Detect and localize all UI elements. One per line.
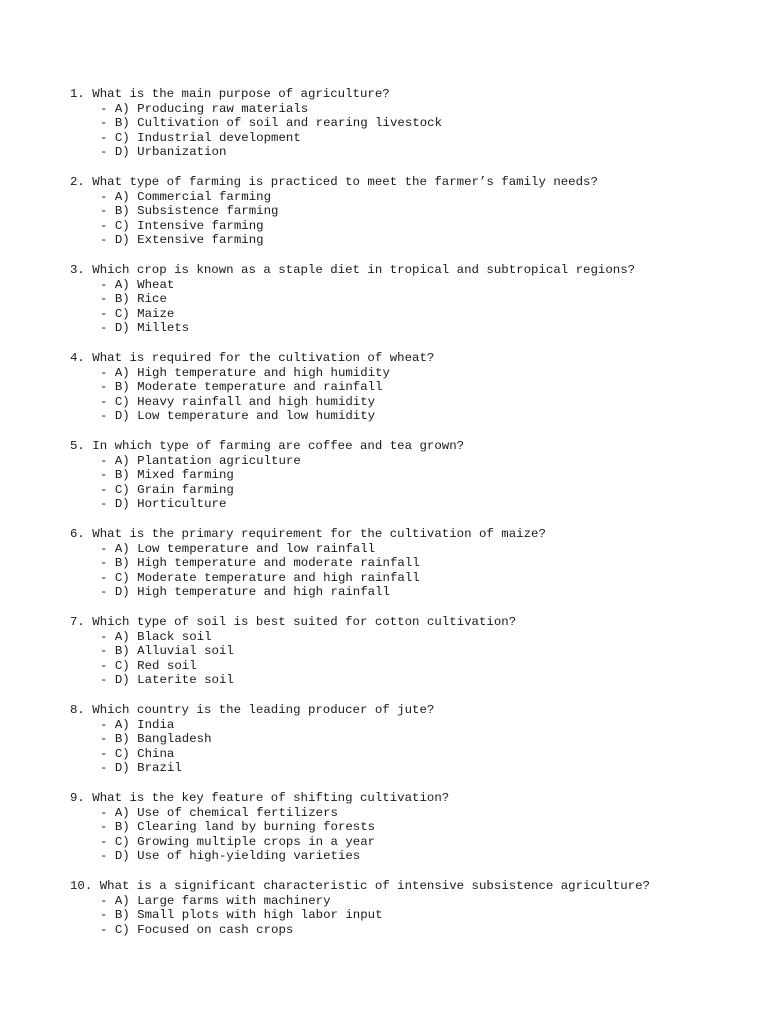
question-10 [70, 879, 750, 937]
question-text: 10. What is a significant characteristic of intensive subsistence agriculture? [70, 879, 650, 893]
answer-option-c: - C) Maize [100, 306, 175, 321]
question-6 [70, 527, 750, 600]
answer-option-b: - B) Small plots with high labor input [100, 908, 383, 923]
answer-option-b: - B) Mixed farming [100, 468, 234, 483]
question-8 [70, 703, 750, 776]
question-1 [70, 87, 750, 160]
answer-option-c: - C) Industrial development [100, 130, 301, 145]
answer-option-b: - B) Clearing land by burning forests [100, 820, 376, 835]
question-4 [70, 351, 750, 424]
answer-option-c: - C) Heavy rainfall and high humidity [100, 394, 376, 409]
question-text: 7. Which type of soil is best suited for cotton cultivation? [70, 615, 517, 629]
answer-option-d: - D) Extensive farming [100, 233, 264, 248]
question-text: 8. Which country is the leading producer of jute? [70, 703, 435, 717]
answer-option-d: - D) Urbanization [100, 145, 227, 160]
answer-option-b: - B) Cultivation of soil and rearing livestock [100, 116, 443, 131]
question-text: 6. What is the primary requirement for the cultivation of maize? [70, 527, 546, 541]
answer-option-c: - C) Focused on cash crops [100, 922, 294, 937]
answer-option-c: - C) Growing multiple crops in a year [100, 834, 376, 849]
answer-option-d: - D) High temperature and high rainfall [100, 585, 390, 600]
answer-option-d: - D) Horticulture [100, 497, 227, 512]
question-2 [70, 175, 750, 248]
answer-option-c: - C) Intensive farming [100, 218, 264, 233]
answer-option-a: - A) Use of chemical fertilizers [100, 805, 338, 820]
answer-option-a: - A) Low temperature and low rainfall [100, 541, 376, 556]
answer-option-b: - B) High temperature and moderate rainfall [100, 556, 420, 571]
answer-option-a: - A) High temperature and high humidity [100, 365, 390, 380]
answer-option-a: - A) Producing raw materials [100, 101, 309, 116]
answer-option-d: - D) Low temperature and low humidity [100, 409, 376, 424]
question-3 [70, 263, 750, 336]
answer-option-a: - A) Plantation agriculture [100, 453, 301, 468]
answer-option-a: - A) Wheat [100, 277, 175, 292]
question-text: 9. What is the key feature of shifting cultivation? [70, 791, 450, 805]
answer-option-c: - C) Grain farming [100, 482, 234, 497]
question-text: 2. What type of farming is practiced to meet the farmer’s family needs? [70, 175, 598, 189]
answer-option-d: - D) Laterite soil [100, 673, 234, 688]
answer-option-a: - A) Commercial farming [100, 189, 272, 204]
question-text: 1. What is the main purpose of agriculture? [70, 87, 390, 101]
answer-option-b: - B) Alluvial soil [100, 644, 234, 659]
answer-option-b: - B) Moderate temperature and rainfall [100, 380, 383, 395]
question-text: 4. What is required for the cultivation of wheat? [70, 351, 435, 365]
answer-option-d: - D) Brazil [100, 761, 182, 776]
answer-option-d: - D) Millets [100, 321, 190, 336]
answer-option-a: - A) Large farms with machinery [100, 893, 331, 908]
question-5 [70, 439, 750, 512]
answer-option-b: - B) Subsistence farming [100, 204, 279, 219]
question-text: 5. In which type of farming are coffee and tea grown? [70, 439, 465, 453]
answer-option-a: - A) Black soil [100, 629, 212, 644]
answer-option-b: - B) Rice [100, 292, 167, 307]
question-text: 3. Which crop is known as a staple diet in tropical and subtropical regions? [70, 263, 636, 277]
answer-option-c: - C) Moderate temperature and high rainfall [100, 570, 420, 585]
answer-option-b: - B) Bangladesh [100, 732, 212, 747]
answer-option-c: - C) China [100, 746, 175, 761]
answer-option-d: - D) Use of high-yielding varieties [100, 849, 361, 864]
question-9 [70, 791, 750, 864]
answer-option-a: - A) India [100, 717, 175, 732]
question-7 [70, 615, 750, 688]
answer-option-c: - C) Red soil [100, 658, 197, 673]
